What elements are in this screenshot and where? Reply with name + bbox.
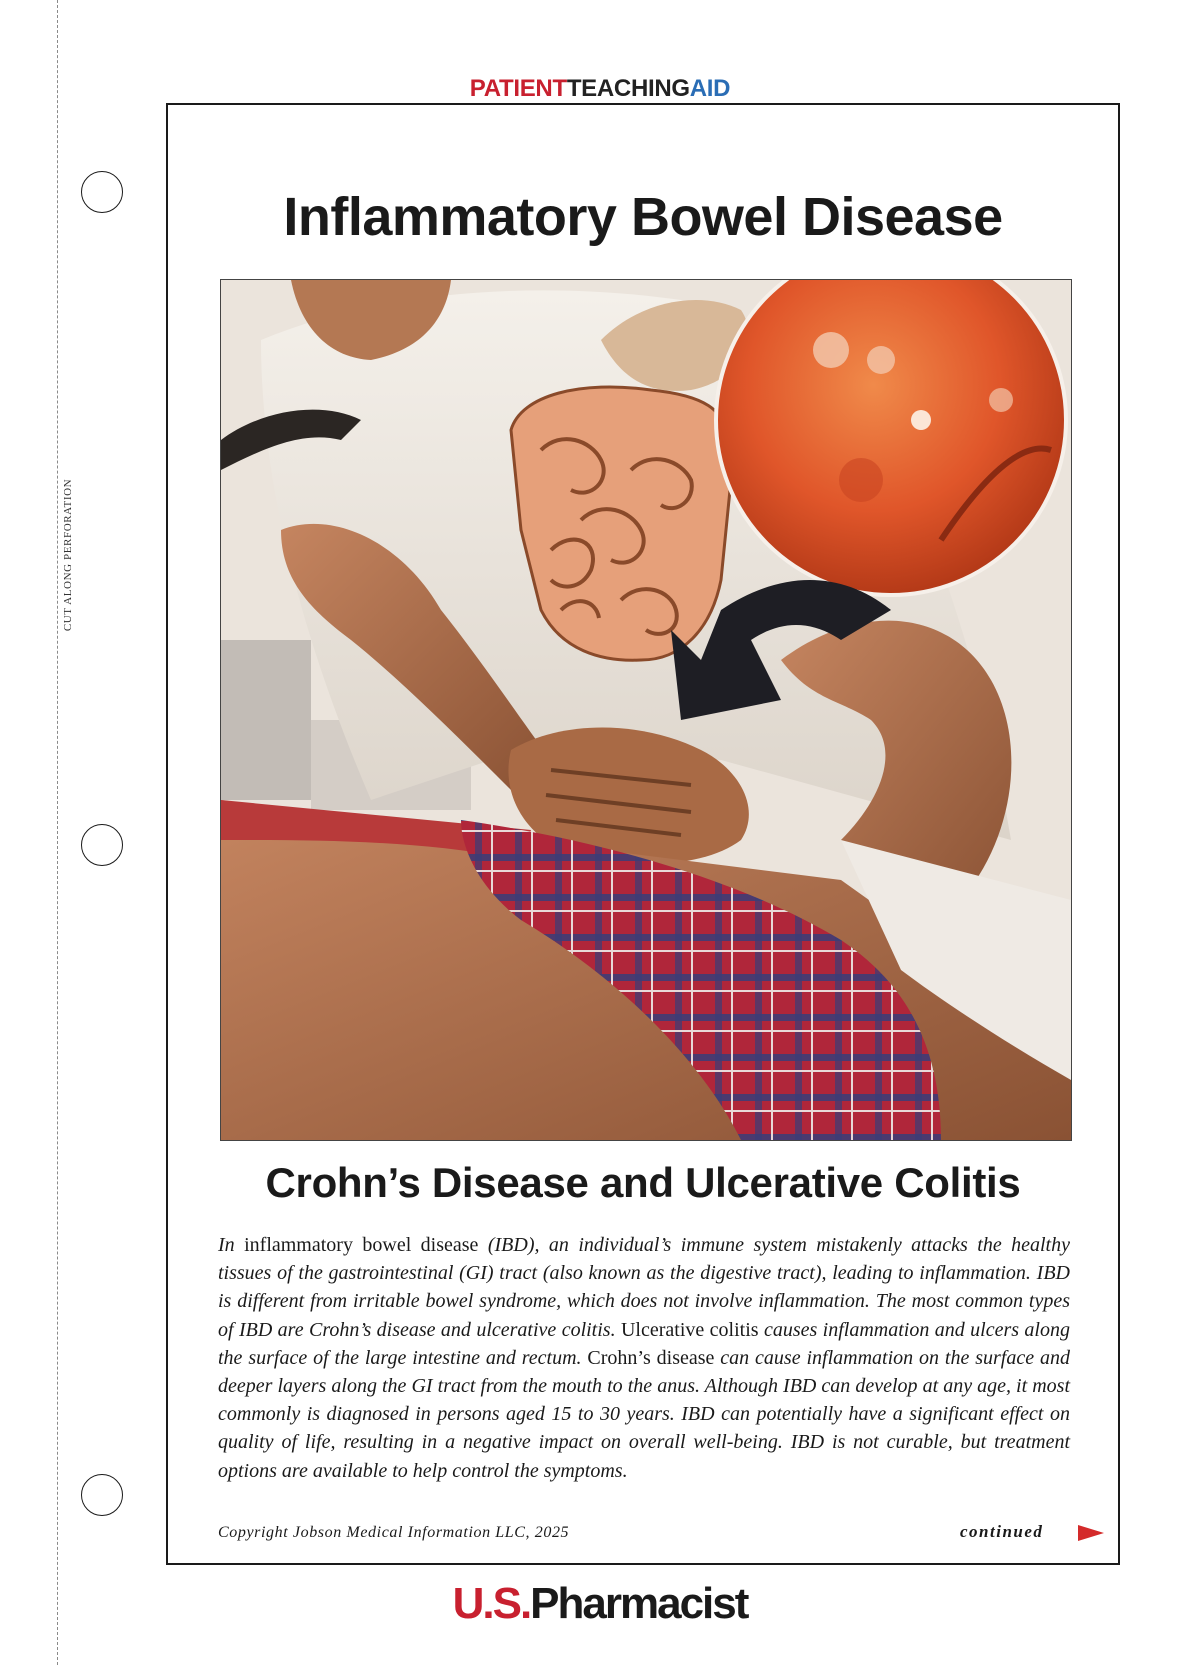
logo-us: U.S. <box>452 1579 531 1628</box>
header-part-teaching: TEACHING <box>566 75 690 102</box>
header-part-aid: AID <box>689 75 731 102</box>
intro-paragraph <box>218 1231 1070 1485</box>
copyright-notice: Copyright Jobson Medical Information LLC, 2025 <box>218 1524 570 1541</box>
triangle-right-icon[interactable] <box>1078 1525 1104 1541</box>
us-pharmacist-logo <box>0 1579 1200 1628</box>
continued-link[interactable]: continued <box>960 1522 1044 1541</box>
illustration-artwork <box>221 280 1071 1140</box>
body-segment: Crohn’s disease <box>581 1346 721 1369</box>
body-segment: In <box>218 1234 235 1256</box>
perforation-line <box>57 0 58 1665</box>
page-title: Inflammatory Bowel Disease <box>283 187 1003 247</box>
header-part-patient: PATIENT <box>469 75 567 102</box>
body-segment: causes inflammation and ulcers along the surface of the large intestine and rectum. <box>218 1318 1070 1369</box>
body-segment: Ulcerative colitis <box>615 1318 764 1341</box>
punch-hole <box>81 824 123 866</box>
patient-teaching-aid-label <box>0 77 1200 101</box>
body-segment: inflammatory bowel disease <box>234 1234 488 1256</box>
body-segment: can cause inflammation on the surface and deeper layers along the GI tract from the mouth to the anus. Although IBD can develop at any age, it most commonly is diagnosed in persons aged 15 to 30 years. IBD can potentially have a significant effect on quality of life, resulting in a negative impact on overall well-being. IBD is not curable, but treatment options are available to help control the symptoms. <box>218 1346 1070 1482</box>
perforation-label: CUT ALONG PERFORATION <box>62 478 74 632</box>
punch-hole <box>81 171 123 213</box>
punch-hole <box>81 1474 123 1516</box>
logo-brand: Pharmacist <box>530 1579 748 1628</box>
section-heading: Crohn’s Disease and Ulcerative Colitis <box>265 1159 1021 1206</box>
body-segment: (IBD), an individual’s immune system mistakenly attacks the healthy tissues of the gastrointestinal (GI) tract (also known as the digestive tract), leading to inflammation. IBD is different from irritable bowel syndrome, which does not involve inflammation. The most common types of IBD are Crohn’s disease and ulcerative colitis. <box>218 1234 1070 1341</box>
ibd-illustration <box>220 279 1072 1141</box>
